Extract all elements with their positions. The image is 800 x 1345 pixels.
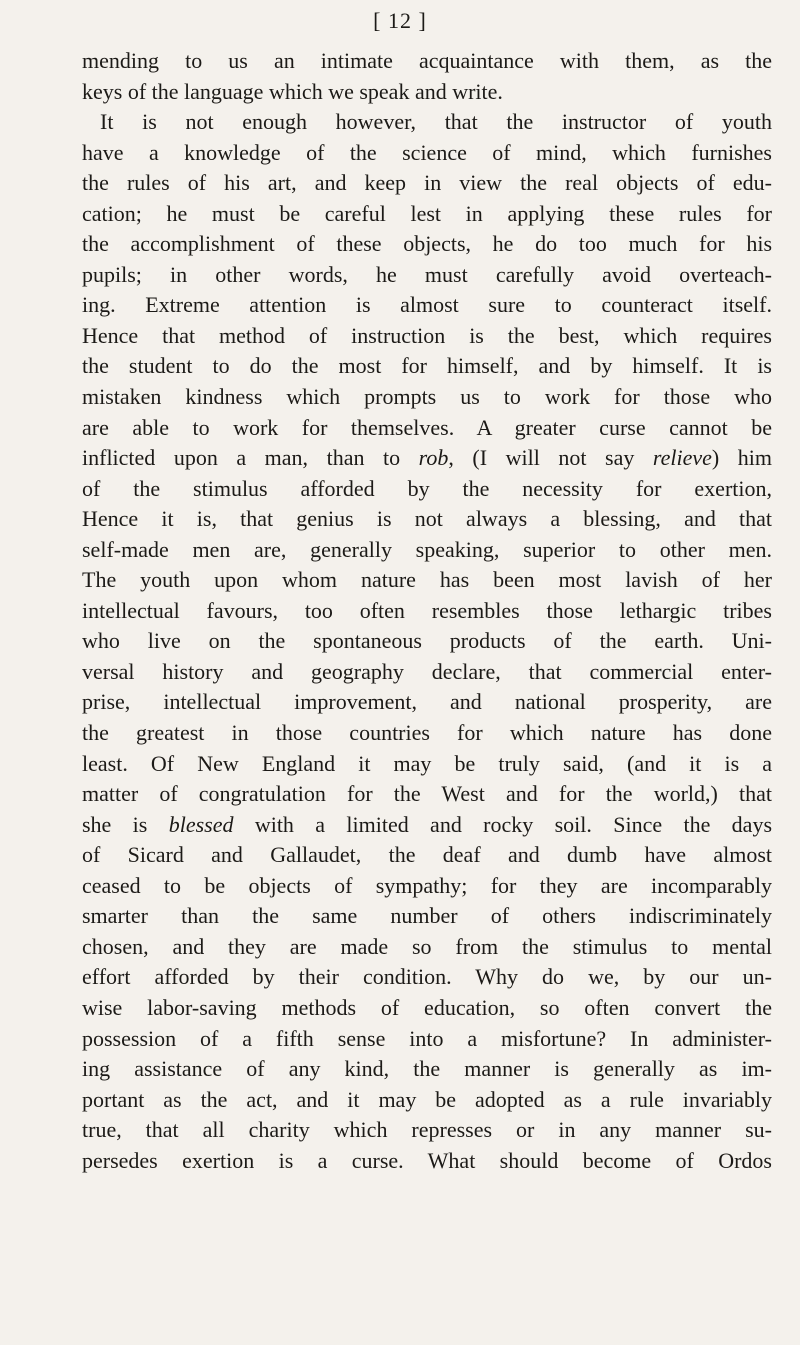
text-line: of the stimulus afforded by the necessity for exertion, <box>82 475 772 501</box>
text-line-with-italics: inflicted upon a man, than to rob, (I will not say relieve) him <box>82 445 772 471</box>
text-line: who live on the spontaneous products of the earth. Uni- <box>82 628 772 654</box>
text-line: cation; he must be careful lest in applying these rules for <box>82 200 772 226</box>
text-line: mending to us an intimate acquaintance with them, as the <box>82 48 772 73</box>
text-line: ing. Extreme attention is almost sure to counteract itself. <box>82 292 772 318</box>
text-line: ceased to be objects of sympathy; for they are incomparably <box>82 872 772 898</box>
italic-word-rob: rob <box>418 445 449 471</box>
text-line: persedes exertion is a curse. What should become of Ordos <box>82 1147 772 1173</box>
text-line: least. Of New England it may be truly said, (and it is a <box>82 750 772 776</box>
text-line: pupils; in other words, he must carefully avoid overteach- <box>82 261 772 287</box>
text-line: mistaken kindness which prompts us to work for those who <box>82 384 772 410</box>
text-line: possession of a fifth sense into a misfortune? In administer- <box>82 1025 772 1051</box>
italic-word-blessed: blessed <box>168 811 234 837</box>
text-line: versal history and geography declare, that commercial enter- <box>82 658 772 684</box>
text-line: intellectual favours, too often resembles those lethargic tribes <box>82 597 772 623</box>
text-line: the rules of his art, and keep in view the real objects of edu- <box>82 170 772 196</box>
text-line: of Sicard and Gallaudet, the deaf and dumb have almost <box>82 842 772 868</box>
text-line: true, that all charity which represses or in any manner su- <box>82 1117 772 1143</box>
page-number: [ 12 ] <box>373 8 427 33</box>
text-line: ing assistance of any kind, the manner is generally as im- <box>82 1056 772 1082</box>
text-line: The youth upon whom nature has been most lavish of her <box>82 567 772 593</box>
text-line: the greatest in those countries for which nature has done <box>82 720 772 746</box>
text-line: keys of the language which we speak and write. <box>82 78 503 104</box>
italic-word-relieve: relieve <box>652 445 712 471</box>
text-line: the accomplishment of these objects, he do too much for his <box>82 231 772 257</box>
text-line: effort afforded by their condition. Why do we, by our un- <box>82 964 772 990</box>
text-line: It is not enough however, that the instructor of youth <box>100 109 772 135</box>
text-line: have a knowledge of the science of mind, which furnishes <box>82 139 772 165</box>
text-line: portant as the act, and it may be adopted as a rule invariably <box>82 1086 772 1112</box>
text-line-with-italics: she is blessed with a limited and rocky soil. Since the days <box>82 811 773 837</box>
text-line: smarter than the same number of others indiscriminately <box>82 903 772 929</box>
text-line: are able to work for themselves. A greater curse cannot be <box>82 414 772 440</box>
text-line: the student to do the most for himself, and by himself. It is <box>82 353 772 379</box>
body-text <box>82 46 772 1176</box>
text-line: Hence that method of instruction is the best, which requires <box>82 322 772 348</box>
text-line: self-made men are, generally speaking, superior to other men. <box>82 536 772 562</box>
text-line: prise, intellectual improvement, and national prosperity, are <box>82 689 772 715</box>
text-line: wise labor-saving methods of education, so often convert the <box>82 994 772 1020</box>
text-line: Hence it is, that genius is not always a blessing, and that <box>82 506 772 532</box>
text-line: chosen, and they are made so from the stimulus to mental <box>82 933 772 959</box>
text-line: matter of congratulation for the West and for the world,) that <box>82 781 772 807</box>
